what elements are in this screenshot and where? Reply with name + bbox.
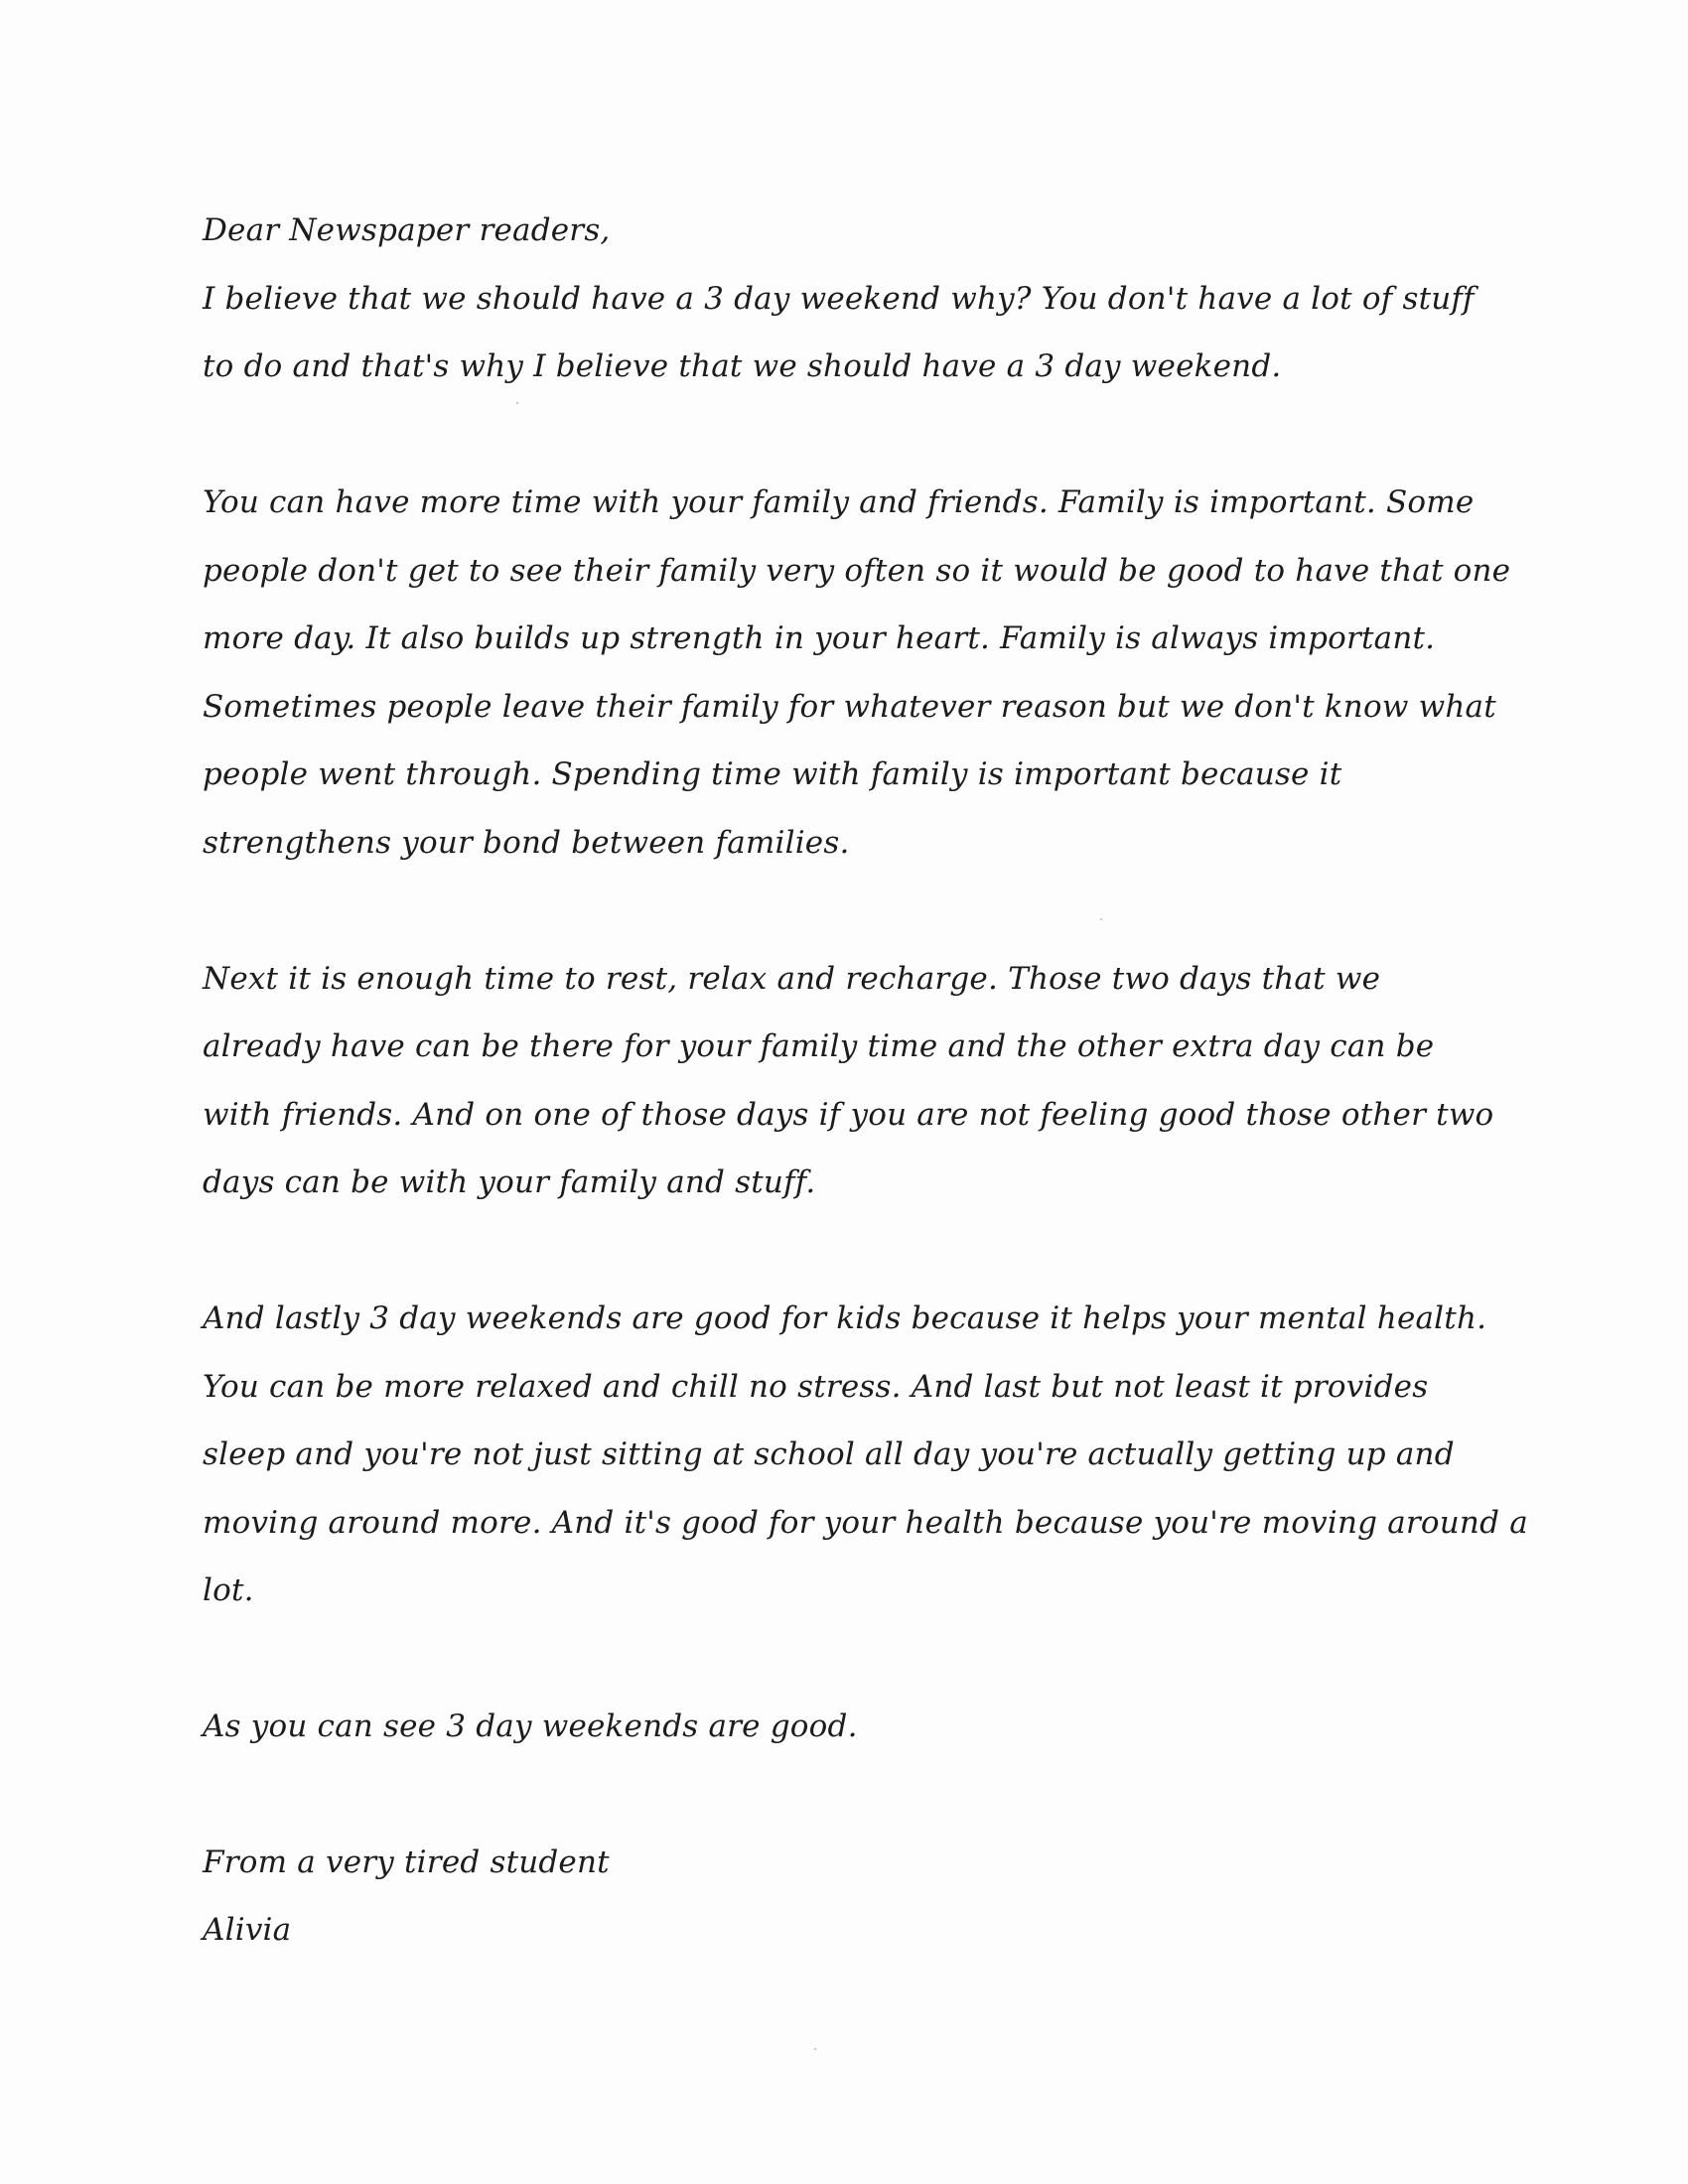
- health-line: And lastly 3 day weekends are good for kids because it helps your mental health.: [203, 1300, 1487, 1336]
- rest-line: with friends. And on one of those days if you are not feeling good those other two: [203, 1096, 1494, 1133]
- paragraph-gap: [203, 401, 1513, 470]
- intro-line: I believe that we should have a 3 day weekend why? You don't have a lot of stuff: [203, 280, 1475, 317]
- rest-paragraph: [203, 945, 1513, 1217]
- closing-line: From a very tired student: [203, 1844, 610, 1880]
- health-paragraph: [203, 1285, 1528, 1625]
- health-line: moving around more. And it's good for your health because you're moving around a: [203, 1504, 1528, 1541]
- closing-block: [203, 1829, 1513, 1964]
- health-line: sleep and you're not just sitting at school all day you're actually getting up and: [203, 1436, 1455, 1472]
- intro-paragraph: [203, 265, 1513, 401]
- family-line: people don't get to see their family very often so it would be good to have that one: [203, 552, 1511, 589]
- paragraph-gap: [203, 1761, 1513, 1830]
- family-line: more day. It also builds up strength in your heart. Family is always important.: [203, 620, 1436, 656]
- family-line: You can have more time with your family and friends. Family is important. Some: [203, 484, 1475, 520]
- paragraph-gap: [203, 1217, 1513, 1286]
- paragraph-gap: [203, 1625, 1513, 1694]
- rest-line: days can be with your family and stuff.: [203, 1164, 816, 1200]
- greeting: Dear Newspaper readers,: [203, 212, 611, 248]
- paper-speck: [814, 2048, 816, 2050]
- family-line: Sometimes people leave their family for whatever reason but we don't know what: [203, 688, 1496, 725]
- paragraph-gap: [203, 877, 1513, 945]
- letter-body: [203, 197, 1528, 1964]
- health-line: You can be more relaxed and chill no stress. And last but not least it provides: [203, 1368, 1429, 1405]
- rest-line: Next it is enough time to rest, relax and recharge. Those two days that we: [203, 960, 1381, 997]
- signature: Alivia: [203, 1912, 292, 1948]
- rest-line: already have can be there for your family time and the other extra day can be: [203, 1028, 1435, 1064]
- conclusion: As you can see 3 day weekends are good.: [203, 1708, 858, 1744]
- intro-line: to do and that's why I believe that we should have a 3 day weekend.: [203, 348, 1282, 384]
- family-paragraph: [203, 469, 1513, 877]
- family-line: people went through. Spending time with family is important because it: [203, 756, 1342, 792]
- family-line: strengthens your bond between families.: [203, 824, 850, 861]
- health-line: lot.: [203, 1572, 254, 1608]
